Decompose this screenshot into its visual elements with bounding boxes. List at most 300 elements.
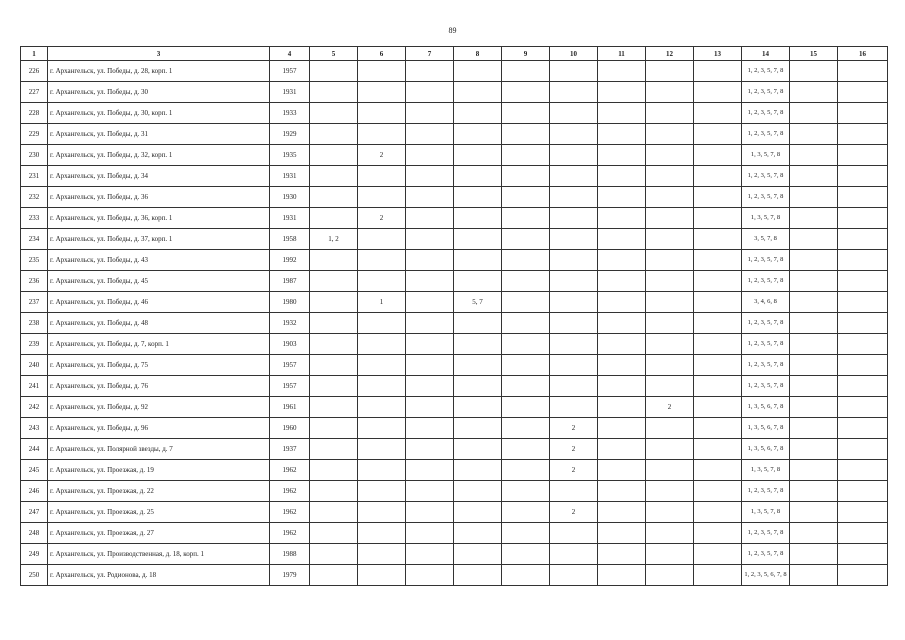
cell-c13 <box>694 103 742 124</box>
cell-c7 <box>406 481 454 502</box>
cell-c14: 1, 2, 3, 5, 7, 8 <box>742 334 790 355</box>
cell-c6: 2 <box>358 145 406 166</box>
cell-c11 <box>598 439 646 460</box>
cell-c8 <box>454 376 502 397</box>
cell-c10 <box>550 523 598 544</box>
cell-c16 <box>838 145 888 166</box>
cell-addr: г. Архангельск, ул. Победы, д. 31 <box>48 124 270 145</box>
cell-c9 <box>502 187 550 208</box>
cell-c8 <box>454 103 502 124</box>
cell-c7 <box>406 145 454 166</box>
cell-c13 <box>694 376 742 397</box>
cell-c9 <box>502 61 550 82</box>
cell-c7 <box>406 544 454 565</box>
cell-c9 <box>502 502 550 523</box>
cell-c15 <box>790 187 838 208</box>
cell-c5 <box>310 250 358 271</box>
table-row <box>21 460 888 481</box>
column-header-15: 15 <box>790 47 838 61</box>
cell-addr: г. Архангельск, ул. Производственная, д. 18, корп. 1 <box>48 544 270 565</box>
cell-c10 <box>550 292 598 313</box>
cell-c9 <box>502 523 550 544</box>
cell-c15 <box>790 103 838 124</box>
table-row <box>21 565 888 586</box>
cell-c15 <box>790 355 838 376</box>
cell-addr: г. Архангельск, ул. Победы, д. 75 <box>48 355 270 376</box>
cell-year: 1933 <box>270 103 310 124</box>
cell-c11 <box>598 124 646 145</box>
cell-c13 <box>694 544 742 565</box>
cell-c7 <box>406 460 454 481</box>
cell-c16 <box>838 334 888 355</box>
cell-c6 <box>358 460 406 481</box>
cell-year: 1958 <box>270 229 310 250</box>
cell-year: 1980 <box>270 292 310 313</box>
cell-c5 <box>310 145 358 166</box>
cell-c9 <box>502 397 550 418</box>
table-row <box>21 124 888 145</box>
cell-c10 <box>550 397 598 418</box>
cell-c10 <box>550 355 598 376</box>
cell-c14: 1, 2, 3, 5, 7, 8 <box>742 481 790 502</box>
cell-c16 <box>838 355 888 376</box>
cell-c14: 1, 2, 3, 5, 7, 8 <box>742 271 790 292</box>
cell-c10 <box>550 124 598 145</box>
cell-c16 <box>838 376 888 397</box>
cell-c7 <box>406 187 454 208</box>
table-row <box>21 82 888 103</box>
column-header-12: 12 <box>646 47 694 61</box>
cell-c10 <box>550 271 598 292</box>
column-header-9: 9 <box>502 47 550 61</box>
cell-n: 240 <box>21 355 48 376</box>
cell-c9 <box>502 334 550 355</box>
cell-c12 <box>646 250 694 271</box>
cell-c14: 1, 3, 5, 7, 8 <box>742 208 790 229</box>
cell-c5 <box>310 334 358 355</box>
cell-c5 <box>310 376 358 397</box>
cell-c14: 1, 2, 3, 5, 7, 8 <box>742 166 790 187</box>
column-header-6: 6 <box>358 47 406 61</box>
cell-c11 <box>598 544 646 565</box>
cell-c11 <box>598 271 646 292</box>
cell-addr: г. Архангельск, ул. Победы, д. 34 <box>48 166 270 187</box>
cell-c14: 1, 2, 3, 5, 7, 8 <box>742 124 790 145</box>
cell-n: 244 <box>21 439 48 460</box>
cell-year: 1992 <box>270 250 310 271</box>
cell-c12 <box>646 166 694 187</box>
cell-c12 <box>646 229 694 250</box>
cell-c15 <box>790 313 838 334</box>
cell-c11 <box>598 145 646 166</box>
cell-year: 1979 <box>270 565 310 586</box>
cell-c12 <box>646 145 694 166</box>
cell-c6 <box>358 334 406 355</box>
cell-c15 <box>790 166 838 187</box>
table-row <box>21 502 888 523</box>
cell-c12: 2 <box>646 397 694 418</box>
column-header-11: 11 <box>598 47 646 61</box>
cell-n: 241 <box>21 376 48 397</box>
cell-c6 <box>358 271 406 292</box>
cell-addr: г. Архангельск, ул. Победы, д. 32, корп. 1 <box>48 145 270 166</box>
cell-c12 <box>646 103 694 124</box>
cell-c11 <box>598 502 646 523</box>
cell-year: 1957 <box>270 61 310 82</box>
cell-c5 <box>310 355 358 376</box>
cell-c13 <box>694 481 742 502</box>
cell-c11 <box>598 250 646 271</box>
cell-c16 <box>838 166 888 187</box>
cell-c11 <box>598 313 646 334</box>
cell-c15 <box>790 376 838 397</box>
cell-n: 246 <box>21 481 48 502</box>
cell-c7 <box>406 439 454 460</box>
cell-c9 <box>502 355 550 376</box>
cell-addr: г. Архангельск, ул. Проезжая, д. 25 <box>48 502 270 523</box>
cell-c14: 1, 2, 3, 5, 7, 8 <box>742 82 790 103</box>
cell-c14: 1, 2, 3, 5, 7, 8 <box>742 103 790 124</box>
cell-c10 <box>550 229 598 250</box>
cell-c6 <box>358 376 406 397</box>
cell-c8 <box>454 124 502 145</box>
cell-n: 233 <box>21 208 48 229</box>
cell-c9 <box>502 229 550 250</box>
cell-c16 <box>838 187 888 208</box>
cell-c15 <box>790 523 838 544</box>
cell-c13 <box>694 229 742 250</box>
cell-c5 <box>310 292 358 313</box>
cell-c9 <box>502 82 550 103</box>
cell-c13 <box>694 166 742 187</box>
cell-c15 <box>790 61 838 82</box>
table-row <box>21 166 888 187</box>
column-header-7: 7 <box>406 47 454 61</box>
cell-c11 <box>598 334 646 355</box>
cell-n: 235 <box>21 250 48 271</box>
column-header-5: 5 <box>310 47 358 61</box>
cell-c9 <box>502 124 550 145</box>
cell-c11 <box>598 82 646 103</box>
cell-c12 <box>646 82 694 103</box>
cell-c9 <box>502 271 550 292</box>
cell-c16 <box>838 397 888 418</box>
cell-c14: 1, 3, 5, 7, 8 <box>742 460 790 481</box>
cell-addr: г. Архангельск, ул. Победы, д. 48 <box>48 313 270 334</box>
cell-c8 <box>454 523 502 544</box>
cell-c9 <box>502 481 550 502</box>
cell-year: 1930 <box>270 187 310 208</box>
cell-c13 <box>694 523 742 544</box>
cell-c16 <box>838 523 888 544</box>
cell-c7 <box>406 565 454 586</box>
cell-c5 <box>310 544 358 565</box>
cell-addr: г. Архангельск, ул. Проезжая, д. 22 <box>48 481 270 502</box>
cell-c6: 1 <box>358 292 406 313</box>
cell-c10: 2 <box>550 418 598 439</box>
cell-c12 <box>646 208 694 229</box>
table-row <box>21 355 888 376</box>
cell-c12 <box>646 523 694 544</box>
cell-c9 <box>502 439 550 460</box>
cell-c14: 1, 3, 5, 6, 7, 8 <box>742 439 790 460</box>
cell-c9 <box>502 208 550 229</box>
cell-year: 1960 <box>270 418 310 439</box>
cell-c13 <box>694 250 742 271</box>
cell-c10 <box>550 187 598 208</box>
cell-year: 1957 <box>270 355 310 376</box>
cell-n: 228 <box>21 103 48 124</box>
cell-c16 <box>838 313 888 334</box>
cell-c5: 1, 2 <box>310 229 358 250</box>
cell-c8 <box>454 250 502 271</box>
cell-addr: г. Архангельск, ул. Победы, д. 37, корп. 1 <box>48 229 270 250</box>
cell-c5 <box>310 523 358 544</box>
cell-c15 <box>790 271 838 292</box>
cell-c16 <box>838 250 888 271</box>
cell-c15 <box>790 292 838 313</box>
cell-year: 1988 <box>270 544 310 565</box>
cell-c12 <box>646 418 694 439</box>
cell-c8 <box>454 229 502 250</box>
cell-c9 <box>502 250 550 271</box>
cell-c12 <box>646 544 694 565</box>
cell-c13 <box>694 397 742 418</box>
cell-c5 <box>310 187 358 208</box>
cell-c13 <box>694 439 742 460</box>
cell-c7 <box>406 61 454 82</box>
column-header-1: 1 <box>21 47 48 61</box>
table-row <box>21 145 888 166</box>
cell-c5 <box>310 418 358 439</box>
cell-year: 1987 <box>270 271 310 292</box>
cell-c14: 1, 2, 3, 5, 7, 8 <box>742 250 790 271</box>
cell-year: 1935 <box>270 145 310 166</box>
cell-c13 <box>694 124 742 145</box>
cell-c10 <box>550 481 598 502</box>
cell-c8 <box>454 61 502 82</box>
cell-c14: 3, 4, 6, 8 <box>742 292 790 313</box>
cell-c13 <box>694 61 742 82</box>
cell-c15 <box>790 82 838 103</box>
cell-addr: г. Архангельск, ул. Проезжая, д. 27 <box>48 523 270 544</box>
cell-c15 <box>790 544 838 565</box>
cell-c16 <box>838 481 888 502</box>
cell-c12 <box>646 313 694 334</box>
cell-c6 <box>358 397 406 418</box>
cell-addr: г. Архангельск, ул. Проезжая, д. 19 <box>48 460 270 481</box>
cell-c15 <box>790 145 838 166</box>
cell-c6 <box>358 82 406 103</box>
cell-c13 <box>694 334 742 355</box>
cell-c13 <box>694 565 742 586</box>
cell-c10 <box>550 145 598 166</box>
cell-c5 <box>310 208 358 229</box>
cell-year: 1903 <box>270 334 310 355</box>
cell-c5 <box>310 61 358 82</box>
cell-c6 <box>358 502 406 523</box>
cell-c7 <box>406 397 454 418</box>
cell-c9 <box>502 292 550 313</box>
table-row <box>21 334 888 355</box>
cell-c13 <box>694 355 742 376</box>
cell-c14: 1, 2, 3, 5, 7, 8 <box>742 376 790 397</box>
cell-c13 <box>694 418 742 439</box>
cell-n: 237 <box>21 292 48 313</box>
cell-n: 234 <box>21 229 48 250</box>
cell-c6 <box>358 61 406 82</box>
cell-c15 <box>790 565 838 586</box>
cell-addr: г. Архангельск, ул. Победы, д. 76 <box>48 376 270 397</box>
cell-c8 <box>454 187 502 208</box>
column-header-3: 3 <box>48 47 270 61</box>
cell-c9 <box>502 418 550 439</box>
cell-c8 <box>454 502 502 523</box>
cell-c14: 1, 3, 5, 7, 8 <box>742 145 790 166</box>
cell-c14: 1, 2, 3, 5, 7, 8 <box>742 544 790 565</box>
cell-c8 <box>454 481 502 502</box>
cell-c10 <box>550 334 598 355</box>
cell-c11 <box>598 523 646 544</box>
cell-c11 <box>598 418 646 439</box>
cell-n: 247 <box>21 502 48 523</box>
cell-n: 239 <box>21 334 48 355</box>
table-row <box>21 439 888 460</box>
cell-c6 <box>358 313 406 334</box>
cell-year: 1962 <box>270 481 310 502</box>
cell-c8 <box>454 145 502 166</box>
cell-c7 <box>406 208 454 229</box>
cell-addr: г. Архангельск, ул. Победы, д. 36, корп. 1 <box>48 208 270 229</box>
cell-c8 <box>454 418 502 439</box>
cell-c16 <box>838 544 888 565</box>
cell-c14: 1, 2, 3, 5, 7, 8 <box>742 313 790 334</box>
cell-c11 <box>598 460 646 481</box>
cell-c6 <box>358 187 406 208</box>
cell-c12 <box>646 502 694 523</box>
cell-year: 1962 <box>270 460 310 481</box>
cell-c6 <box>358 355 406 376</box>
cell-c7 <box>406 229 454 250</box>
cell-c16 <box>838 502 888 523</box>
cell-c6 <box>358 439 406 460</box>
cell-c7 <box>406 292 454 313</box>
cell-addr: г. Архангельск, ул. Победы, д. 28, корп. 1 <box>48 61 270 82</box>
cell-c12 <box>646 334 694 355</box>
cell-c15 <box>790 439 838 460</box>
cell-c6 <box>358 418 406 439</box>
cell-addr: г. Архангельск, ул. Победы, д. 46 <box>48 292 270 313</box>
register-table <box>20 46 888 586</box>
cell-c5 <box>310 103 358 124</box>
column-header-13: 13 <box>694 47 742 61</box>
cell-c10 <box>550 565 598 586</box>
cell-year: 1937 <box>270 439 310 460</box>
cell-c8 <box>454 544 502 565</box>
cell-n: 249 <box>21 544 48 565</box>
cell-c11 <box>598 208 646 229</box>
cell-c6 <box>358 124 406 145</box>
cell-c6 <box>358 103 406 124</box>
cell-c8: 5, 7 <box>454 292 502 313</box>
cell-c13 <box>694 502 742 523</box>
cell-year: 1961 <box>270 397 310 418</box>
cell-c6 <box>358 544 406 565</box>
table-row <box>21 418 888 439</box>
cell-c7 <box>406 334 454 355</box>
cell-addr: г. Архангельск, ул. Победы, д. 30, корп. 1 <box>48 103 270 124</box>
cell-c14: 1, 2, 3, 5, 7, 8 <box>742 61 790 82</box>
cell-c13 <box>694 82 742 103</box>
cell-c8 <box>454 397 502 418</box>
cell-n: 226 <box>21 61 48 82</box>
cell-c15 <box>790 460 838 481</box>
cell-c10: 2 <box>550 460 598 481</box>
cell-c5 <box>310 565 358 586</box>
cell-n: 242 <box>21 397 48 418</box>
cell-n: 231 <box>21 166 48 187</box>
cell-c16 <box>838 124 888 145</box>
cell-year: 1957 <box>270 376 310 397</box>
cell-c9 <box>502 313 550 334</box>
cell-n: 227 <box>21 82 48 103</box>
cell-c5 <box>310 124 358 145</box>
cell-c7 <box>406 502 454 523</box>
cell-c9 <box>502 145 550 166</box>
cell-c11 <box>598 397 646 418</box>
cell-c5 <box>310 439 358 460</box>
cell-c15 <box>790 397 838 418</box>
cell-c10 <box>550 61 598 82</box>
cell-c9 <box>502 544 550 565</box>
cell-n: 229 <box>21 124 48 145</box>
cell-c16 <box>838 229 888 250</box>
cell-c15 <box>790 418 838 439</box>
cell-n: 236 <box>21 271 48 292</box>
table-row <box>21 271 888 292</box>
cell-c7 <box>406 103 454 124</box>
cell-c8 <box>454 208 502 229</box>
cell-addr: г. Архангельск, ул. Победы, д. 36 <box>48 187 270 208</box>
cell-c7 <box>406 271 454 292</box>
cell-c6 <box>358 166 406 187</box>
cell-c5 <box>310 313 358 334</box>
cell-c11 <box>598 103 646 124</box>
cell-c10 <box>550 250 598 271</box>
cell-c15 <box>790 208 838 229</box>
cell-c11 <box>598 61 646 82</box>
column-header-8: 8 <box>454 47 502 61</box>
cell-n: 245 <box>21 460 48 481</box>
cell-year: 1962 <box>270 523 310 544</box>
cell-n: 243 <box>21 418 48 439</box>
table-row <box>21 103 888 124</box>
cell-c5 <box>310 82 358 103</box>
table-row <box>21 376 888 397</box>
cell-c15 <box>790 481 838 502</box>
cell-c8 <box>454 355 502 376</box>
cell-c14: 3, 5, 7, 8 <box>742 229 790 250</box>
cell-year: 1931 <box>270 166 310 187</box>
cell-c13 <box>694 208 742 229</box>
cell-c7 <box>406 166 454 187</box>
cell-c5 <box>310 502 358 523</box>
cell-c7 <box>406 376 454 397</box>
cell-year: 1962 <box>270 502 310 523</box>
cell-c9 <box>502 460 550 481</box>
cell-addr: г. Архангельск, ул. Победы, д. 96 <box>48 418 270 439</box>
cell-c7 <box>406 82 454 103</box>
